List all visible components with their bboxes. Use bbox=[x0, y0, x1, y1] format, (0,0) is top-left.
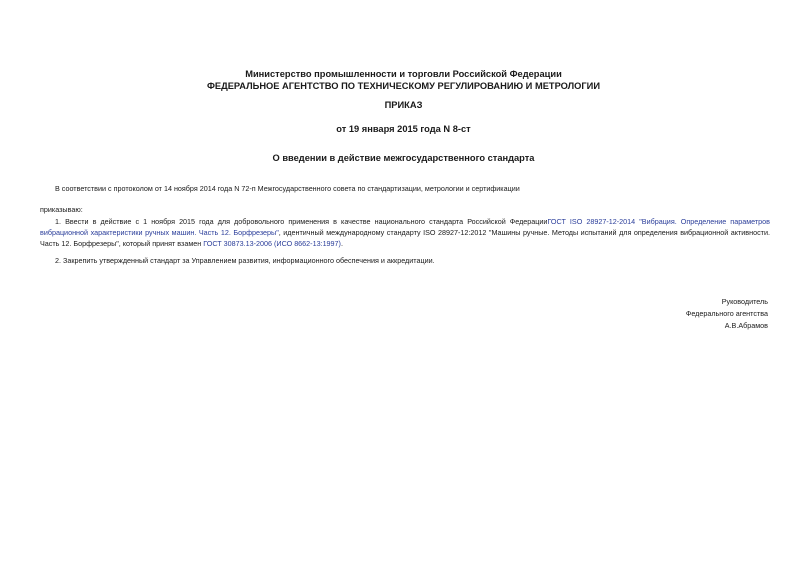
item1-prefix: 1. Ввести в действие с 1 ноября 2015 года для добровольного применения в качестве национального стандарта Российской Федерации bbox=[55, 217, 548, 226]
replaced-standard-link[interactable]: ГОСТ 30873.13-2006 (ИСО 8662-13:1997) bbox=[203, 239, 341, 248]
document-type: ПРИКАЗ bbox=[384, 100, 423, 110]
document-header bbox=[0, 68, 807, 92]
document-date: от 19 января 2015 года N 8-ст bbox=[336, 124, 471, 134]
ministry-name: Министерство промышленности и торговли Российской Федерации bbox=[245, 69, 562, 79]
item1-middle: , идентичный международному стандарту ISO 28927-12:2012 "Машины ручные. Методы испытаний для определения вибрационной активности. Часть 12. Борфрезеры", который принят взамен bbox=[40, 228, 770, 248]
signatory-name: А.В.Абрамов bbox=[724, 321, 768, 330]
agency-name: ФЕДЕРАЛЬНОЕ АГЕНТСТВО ПО ТЕХНИЧЕСКОМУ РЕГУЛИРОВАНИЮ И МЕТРОЛОГИИ bbox=[206, 81, 601, 91]
signatory-position-line2: Федерального агентства bbox=[685, 309, 768, 318]
standard-link[interactable]: ГОСТ ISO 28927-12-2014 "Вибрация. Определение параметров вибрационной характеристики ручных машин. Часть 12. Борфрезеры" bbox=[40, 217, 770, 237]
document-subject: О введении в действие межгосударственного стандарта bbox=[272, 153, 535, 163]
orders-label: приказываю: bbox=[40, 205, 83, 214]
order-item-2: 2. Закрепить утвержденный стандарт за Управлением развития, информационного обеспечения и аккредитации. bbox=[55, 256, 435, 265]
order-item-1 bbox=[40, 216, 770, 249]
signature-block bbox=[686, 296, 768, 332]
signatory-position-line1: Руководитель bbox=[721, 297, 768, 306]
item1-suffix: . bbox=[340, 239, 343, 248]
basis-paragraph: В соответствии с протоколом от 14 ноября 2014 года N 72-п Межгосударственного совета по стандартизации, метрологии и сертификации bbox=[55, 184, 520, 193]
